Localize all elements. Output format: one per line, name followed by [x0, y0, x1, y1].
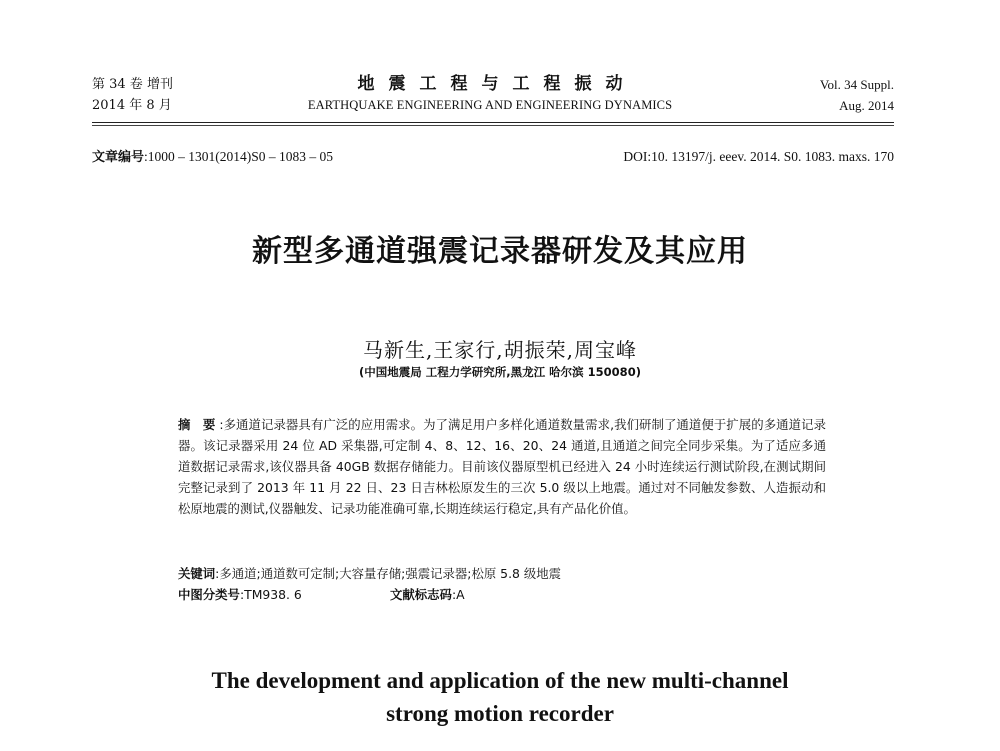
- date-en: Aug. 2014: [839, 98, 894, 113]
- article-number-label: 文章编号: [92, 150, 145, 165]
- keywords-text: :多通道;通道数可定制;大容量存储;强震记录器;松原 5.8 级地震: [215, 566, 562, 581]
- document-code-label: 文献标志码: [390, 587, 452, 602]
- journal-name-cn: 地震工程与工程振动: [357, 74, 637, 94]
- affiliation: (中国地震局 工程力学研究所,黑龙江 哈尔滨 150080): [359, 365, 641, 379]
- abstract-label: 摘 要: [178, 417, 220, 432]
- doi: DOI:10. 13197/j. eeev. 2014. S0. 1083. maxs. 170: [623, 149, 894, 164]
- journal-name-en: EARTHQUAKE ENGINEERING AND ENGINEERING DYNAMICS: [307, 98, 673, 112]
- abstract-text: :多通道记录器具有广泛的应用需求。为了满足用户多样化通道数量需求,我们研制了通道便于扩展的多通道记录器。该记录器采用 24 位 AD 采集器,可定制 4、8、12、16、20、24 通道,且通道之间完全同步采集。为了适应多通道数据记录需求,该仪器具备 40GB 数据存储能力。目前该仪器原型机已经进入 24 小时连续运行测试阶段,在测试期间完整记录到了 2013 年 11 月 22 日、23 日吉林松原发生的三次 5.0 级以上地震。通过对不同触发参数、人造振动和松原地震的测试,仪器触发、记录功能准确可靠,长期连续运行稳定,具有产品化价值。: [178, 417, 826, 516]
- volume-en: Vol. 34 Suppl.: [819, 77, 894, 92]
- volume-cn: 第 34 卷 增刊: [92, 77, 173, 92]
- article-number: [92, 147, 333, 168]
- clc-value: :TM938. 6: [239, 587, 302, 602]
- article-number-value: :1000 – 1301(2014)S0 – 1083 – 05: [144, 149, 334, 164]
- header-left: [92, 74, 173, 116]
- header-center: [255, 74, 725, 116]
- header-right: [820, 74, 894, 116]
- document-code-value: :A: [451, 587, 465, 602]
- keywords-label: 关键词: [178, 566, 216, 581]
- header-rule-thin: [92, 125, 894, 126]
- keywords: [178, 563, 826, 584]
- clc-label: 中图分类号: [178, 587, 240, 602]
- english-title: [0, 664, 1000, 730]
- date-cn: 2014 年 8 月: [92, 98, 172, 113]
- classification: [178, 584, 826, 605]
- paper-title: 新型多通道强震记录器研发及其应用: [252, 234, 748, 269]
- authors: 马新生,王家行,胡振荣,周宝峰: [362, 338, 638, 362]
- document-code: [390, 584, 465, 605]
- english-title-line1: The development and application of the new multi-channel: [211, 668, 789, 693]
- abstract: [178, 414, 826, 519]
- header-rule: [92, 122, 894, 123]
- english-title-line2: strong motion recorder: [386, 701, 614, 726]
